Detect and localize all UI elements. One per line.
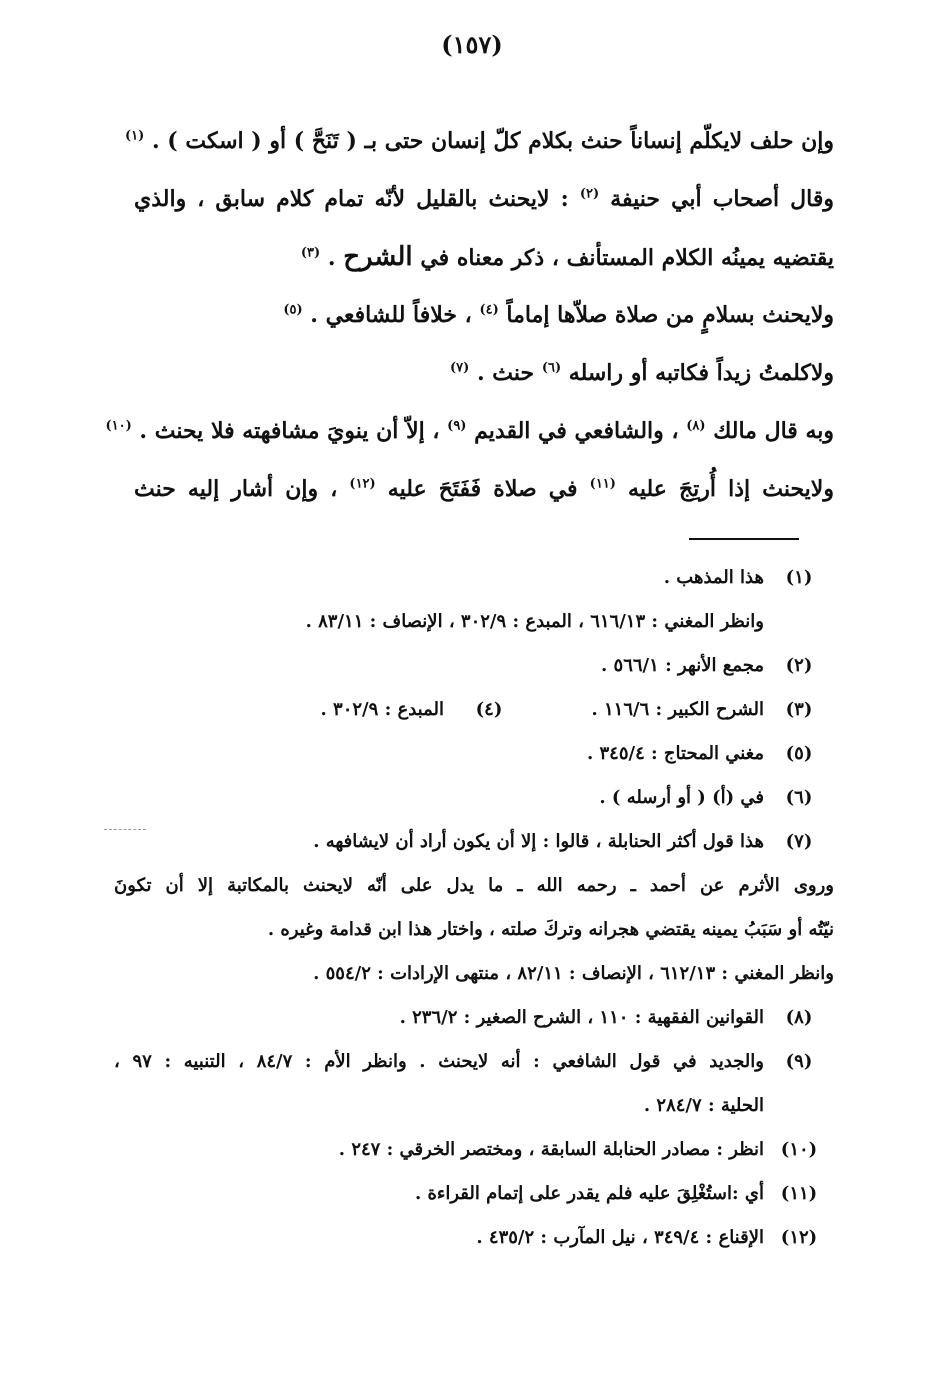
footnote-number: (٩)	[785, 1051, 813, 1072]
main-text-segment: وإن حلف لايكلّم إنساناً حنث بكلام كلّ إنسان حتى بـ ( تَنَحَّ ) أو ( اسكت ) .	[151, 128, 834, 154]
main-text-segment: ولايحنث بسلامٍ من صلاة صلاّها إماماً	[506, 302, 834, 328]
footnote-marker-1[interactable]: (١)	[124, 128, 145, 144]
footnote-number: (٨)	[785, 1007, 813, 1028]
footnote-text: هذا قول أكثر الحنابلة ، قالوا : إلا أن يكون أراد أن لايشافهه .	[313, 831, 764, 852]
main-text-segment: ، خلافاً للشافعي .	[310, 302, 472, 328]
footnote-number: (٦)	[785, 787, 813, 808]
footnote-marker-2[interactable]: (٢)	[579, 186, 600, 202]
main-line-6	[105, 402, 834, 460]
main-text-segment: : لايحنث بالقليل لأنّه تمام كلام سابق ، والذي	[134, 186, 569, 212]
footnote-7	[114, 820, 834, 864]
main-text-segment: .	[327, 245, 336, 271]
footnote-text: أي :استُغْلِقَ عليه فلم يقدر على إتمام القراءة .	[414, 1183, 764, 1204]
main-text-segment: ولاكلمتُ زيداً فكاتبه أو راسله	[568, 360, 834, 386]
footnote-9	[114, 1040, 834, 1084]
main-text-segment: وقال أصحاب أبي حنيفة	[610, 186, 835, 212]
footnote-text: انظر : مصادر الحنابلة السابقة ، ومختصر الخرقي : ٢٤٧ .	[338, 1139, 764, 1160]
footnote-marker-4[interactable]: (٤)	[479, 302, 499, 318]
main-text-segment: وبه قال مالك	[713, 418, 834, 444]
footnote-9-continued	[114, 1084, 834, 1128]
footnote-marker-8[interactable]: (٨)	[686, 418, 706, 434]
main-text-segment: يقتضيه يمينُه الكلام المستأنف ، ذكر معناه في	[420, 245, 834, 271]
footnote-marker-5[interactable]: (٥)	[283, 302, 303, 318]
footnote-text: والجديد في قول الشافعي : أنه لايحنث . وانظر الأم : ٨٤/٧ ، التنبيه : ٩٧ ،	[114, 1051, 764, 1072]
footnote-number: (١٠)	[780, 1139, 818, 1160]
main-text-segment: ، وإن أشار إليه حنث	[134, 476, 338, 502]
footnote-6	[114, 776, 834, 820]
footnote-1-continued	[114, 600, 834, 644]
footnote-text: هذا المذهب .	[663, 567, 764, 588]
main-text-segment: ، والشافعي في القديم	[474, 418, 679, 444]
footnote-separator	[689, 538, 799, 540]
footnote-number: (٣)	[785, 699, 813, 720]
footnote-3-4	[114, 688, 834, 732]
footnote-10	[114, 1128, 834, 1172]
footnote-number: (١٢)	[780, 1227, 818, 1248]
footnote-number: (٤)	[475, 699, 503, 720]
main-text-segment: في صلاة فَفَتَحَ عليه	[387, 476, 578, 502]
footnote-5	[114, 732, 834, 776]
footnote-8	[114, 996, 834, 1040]
footnote-text: وانظر المغني : ٦١٦/١٣ ، المبدع : ٣٠٢/٩ ، الإنصاف : ٨٣/١١ .	[305, 611, 764, 632]
footnote-7-line-2: وروى الأثرم عن أحمد ـ رحمه الله ـ ما يدل على أنّه لايحنث بالمكاتبة إلا أن تكونَ	[114, 875, 834, 896]
footnote-marker-11[interactable]: (١١)	[589, 476, 616, 492]
footnote-text: مجمع الأنهر : ٥٦٦/١ .	[601, 655, 764, 676]
footnote-marker-6[interactable]: (٦)	[541, 360, 562, 376]
main-text-segment: ولايحنث إذا أُرتِجَ عليه	[628, 476, 834, 502]
footnote-number: (٢)	[785, 655, 813, 676]
footnotes	[114, 556, 834, 1260]
footnote-marker-9[interactable]: (٩)	[447, 418, 467, 434]
footnote-marker-10[interactable]: (١٠)	[105, 418, 132, 434]
scan-artifact	[104, 829, 146, 830]
footnote-text: القوانين الفقهية : ١١٠ ، الشرح الصغير : ٢٣٦/٢ .	[399, 1007, 764, 1028]
footnote-number: (٧)	[785, 831, 813, 852]
footnote-marker-3[interactable]: (٣)	[300, 245, 321, 261]
main-text-segment: ، إلاّ أن ينويَ مشافهته فلا يحنث .	[139, 418, 440, 444]
main-line-4	[134, 286, 834, 344]
footnote-text: الحلية : ٢٨٤/٧ .	[643, 1095, 764, 1116]
footnote-text: الشرح الكبير : ١١٦/٦ .	[591, 699, 764, 720]
footnote-7-line-4: وانظر المغني : ٦١٢/١٣ ، الإنصاف : ٨٢/١١ ، منتهى الإرادات : ٥٥٤/٢ .	[313, 963, 834, 984]
main-line-2	[134, 170, 834, 228]
footnote-2	[114, 644, 834, 688]
main-line-5	[134, 344, 834, 402]
footnote-number: (٥)	[785, 743, 813, 764]
sharh-title: الشرح	[343, 242, 413, 272]
footnote-1	[114, 556, 834, 600]
footnote-marker-7[interactable]: (٧)	[450, 360, 470, 376]
footnote-text: مغني المحتاج : ٣٤٥/٤ .	[586, 743, 764, 764]
footnote-number: (١)	[785, 567, 813, 588]
footnote-text: المبدع : ٣٠٢/٩ .	[320, 699, 444, 720]
footnote-text: الإقناع : ٣٤٩/٤ ، نيل المآرب : ٤٣٥/٢ .	[476, 1227, 764, 1248]
page-number: (١٥٧)	[441, 30, 503, 59]
main-line-3	[134, 228, 834, 286]
main-line-7	[134, 460, 834, 518]
footnote-number: (١١)	[780, 1183, 818, 1204]
footnote-11	[114, 1172, 834, 1216]
footnote-7-line-3: نيّتُه أو سَبَبُ يمينه يقتضي هجرانه وتركَ صلته ، واختار هذا ابن قدامة وغيره .	[267, 919, 834, 940]
main-text-segment: حنث .	[476, 360, 535, 386]
footnote-text: في (أ) ( أو أرسله ) .	[599, 787, 764, 808]
footnote-12	[114, 1216, 834, 1260]
footnote-marker-12[interactable]: (١٢)	[349, 476, 376, 492]
main-text	[105, 112, 835, 518]
main-line-1	[124, 112, 834, 170]
